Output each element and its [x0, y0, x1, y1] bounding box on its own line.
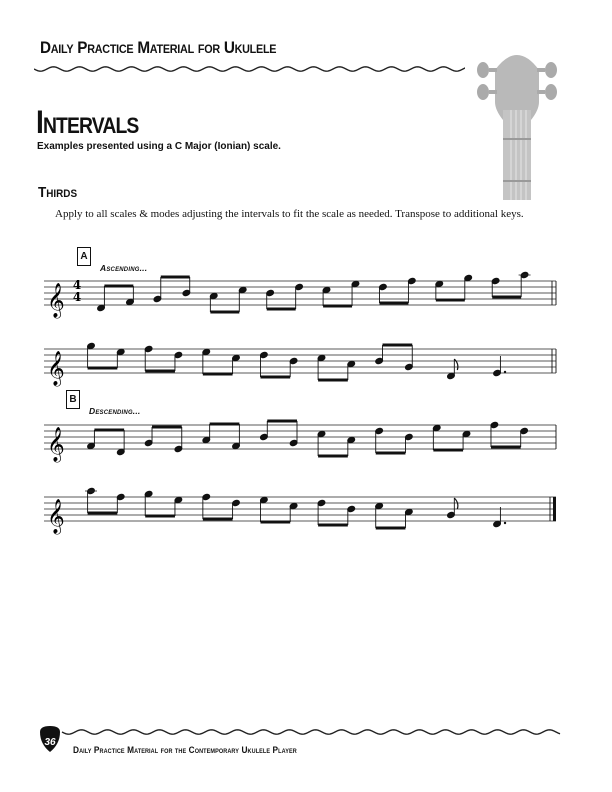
example-label-ascending: Ascending... — [100, 263, 148, 273]
header-title: Daily Practice Material for Ukulele — [40, 38, 277, 57]
subsection-title: Thirds — [38, 184, 78, 201]
treble-clef-icon: 𝄞 — [47, 499, 65, 534]
treble-clef-icon: 𝄞 — [47, 351, 65, 386]
footer-title: Daily Practice Material for the Contemporary Ukulele Player — [73, 745, 297, 755]
example-marker-b: B — [66, 390, 80, 409]
augmentation-dot — [504, 522, 506, 524]
instructions-text: Apply to all scales & modes adjusting the intervals to fit the scale as needed. Transpose to additional keys. — [55, 208, 524, 220]
example-label-descending: Descending... — [89, 406, 141, 416]
augmentation-dot — [504, 371, 506, 373]
note-flag — [454, 498, 458, 509]
section-subtitle: Examples presented using a C Major (Ionian) scale. — [37, 141, 281, 152]
section-title: Intervals — [36, 104, 139, 140]
treble-clef-icon: 𝄞 — [47, 283, 65, 318]
final-barline — [553, 497, 556, 521]
example-marker-a: A — [77, 247, 91, 266]
time-signature-bottom: 4 — [72, 290, 82, 304]
page-number: 36 — [44, 737, 56, 748]
treble-clef-icon: 𝄞 — [47, 427, 65, 462]
time-signature-top: 4 — [72, 278, 82, 292]
